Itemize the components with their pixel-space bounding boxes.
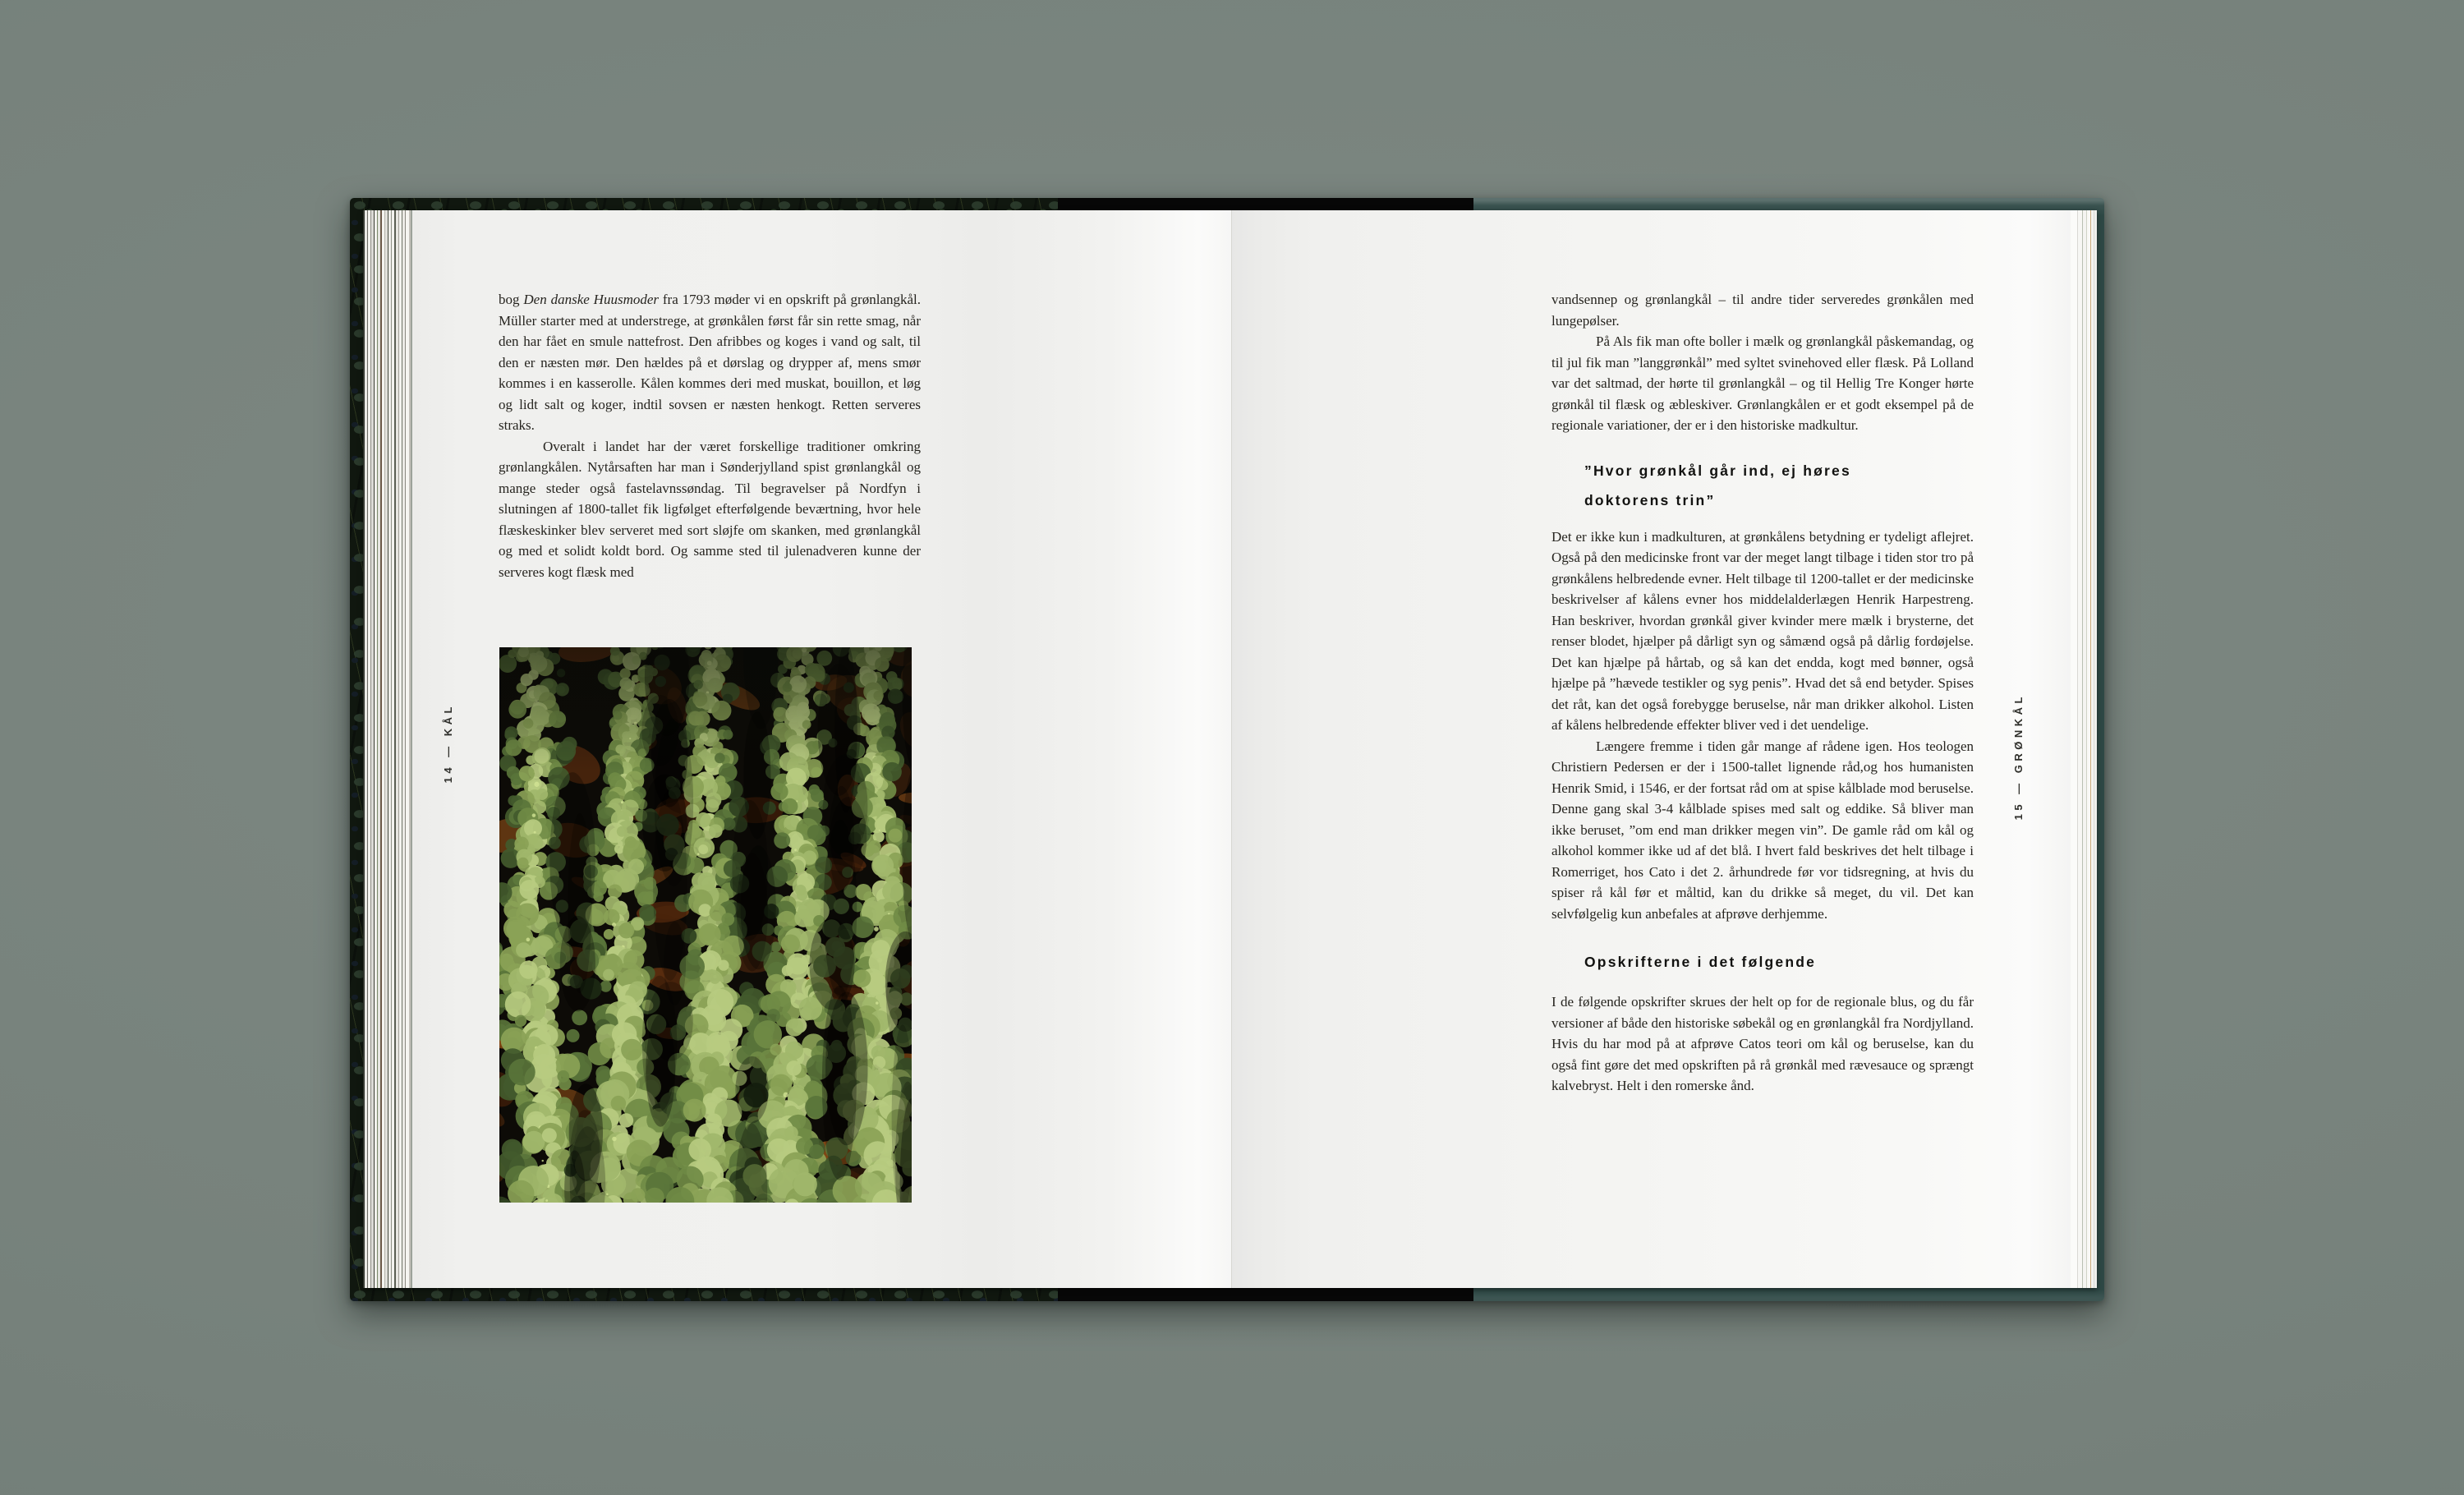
kale-field-photo-canvas: [499, 647, 912, 1203]
section-heading-recipes: Opskrifterne i det følgende: [1584, 954, 1817, 970]
left-page-edge-stack: [363, 210, 412, 1288]
page-14-margin-label: 14 — KÅL: [442, 703, 454, 784]
paragraph: På Als fik man ofte boller i mælk og grønlangkål påskemandag, og til jul fik man ”langgrønkål” med syltet svinehoved eller flæsk. På Lolland var det saltmad, der hørte til grønlangkål – og til Hellig Tre Konger hørte grønkål til flæsk og æbleskiver. Grønlangkålen er et godt eksempel på de regionale variationer, der er i den historiske madkultur.: [1551, 334, 1974, 433]
paragraph-text: fra 1793 møder vi en opskrift på grønlangkål. Müller starter med at understrege, at grønkålen først får sin rette smag, når den har fået en smule nattefrost. Den afribbes og koges i vand og salt, til den er næsten mør. Den hældes på et dørslag og drypper af, mens smør kommes i en kasserolle. Kålen kommes deri med muskat, bouillon, et løg og lidt salt og koger, indtil sovsen er næsten henkogt. Retten serveres straks.: [499, 292, 922, 433]
heading-line: doktorens trin”: [1584, 491, 1716, 508]
section-heading-quote: [1551, 456, 1974, 515]
page-14-text-column: [499, 289, 921, 582]
kale-field-photo: [499, 647, 912, 1203]
paragraph-text: bog: [499, 292, 524, 307]
paragraph: I de følgende opskrifter skrues der helt op for de regionale blus, og du får versioner af både den historiske søbekål og en grønlangkål fra Nordjylland. Hvis du har mod på at afprøve Catos teori om kål og beruselse, kan du også fint gøre det med opskriften på rå grønkål med rævesauce og sprængt kalvebryst. Helt i den romerske ånd.: [1551, 994, 1974, 1093]
paragraph: Det er ikke kun i madkulturen, at grønkålens betydning er tydeligt aflejret. Også på den medicinske front var der meget langt tilbage i tiden stor tro på grønkålens helbredende evner. Helt tilbage til 1200-tallet er der medicinske beskrivelser af kålens evner hos middelalderlægen Henrik Harpestreng. Han beskriver, hvordan grønkål giver kvinder mere mælk i brysterne, det renser blodet, hjælper på dårligt syn og såmænd også på dårlig fordøjelse. Det kan hjælpe på hårtab, og så kan det endda, kogt med bønner, også hjælpe på ”hævede testikler og syg penis”. Hvad det så end betyder. Spises det råt, kan det også forebygge beruselse, når man drikker alkohol. Listen af kålens helbredende effekter bliver ved i det uendelige.: [1551, 528, 1974, 733]
right-page-edge-stack: [2071, 210, 2097, 1288]
page-spread: [363, 210, 2097, 1288]
open-cookbook: [350, 198, 2104, 1301]
page-15-text-column: [1551, 289, 1974, 1097]
paragraph: vandsennep og grønlangkål – til andre tider serveredes grønkålen med lungepølser.: [1551, 292, 1974, 329]
heading-line: ”Hvor grønkål går ind, ej høres: [1584, 462, 1851, 479]
paragraph: Længere fremme i tiden går mange af rådene igen. Hos teologen Christiern Pedersen er der i 1500-tallet lignende råd,og hos humanisten Henrik Smid, i 1546, er der fortsat råd om at spise kålblade mod beruselse. Denne gang skal 3-4 kålblade spises med salt og eddike. Så bliver man ikke beruset, ”om end man drikker megen vin”. De gamle råd om kål og alkohol kommer ikke ud af det blå. I hvert fald beskrives det helt tilbage i Romerriget, hos Cato i det 2. århundrede før vor tidsregning, at hvis du spiser rå kål før et måltid, kan du drikke så meget, du vil. Det kan selvfølgelig kun anbefales at afprøve derhjemme.: [1551, 738, 1974, 922]
page-14: [412, 210, 1231, 1288]
paragraph: [499, 289, 921, 436]
book-title-italic: Den danske Huusmoder: [523, 292, 660, 307]
paragraph: Overalt i landet har der været forskellige traditioner omkring grønlangkålen. Nytårsaften har man i Sønderjylland spist grønlangkål og mange steder også fastelavnssøndag. Til begravelser på Nordfyn i slutningen af 1800-tallet fik ligfølget efterfølgende beværtning, hvor hele flæskeskinker blev serveret med sort sløjfe om skanken, med grønlangkål og med et solidt koldt bord. Og samme sted til julenadveren kunne der serveres kogt flæsk med: [499, 438, 921, 580]
page-15: [1231, 210, 2071, 1288]
page-15-margin-label: 15 — GRØNKÅL: [2012, 693, 2025, 821]
